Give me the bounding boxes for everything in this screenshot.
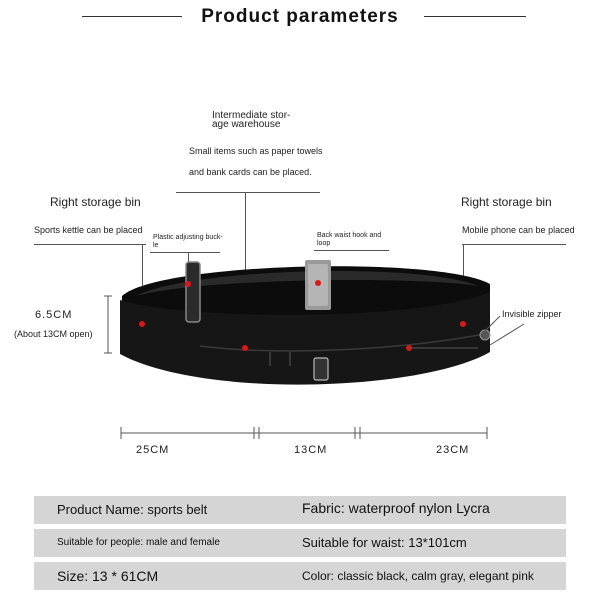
hook-label-1: Back waist hook and (317, 232, 382, 239)
left-bin-desc: Sports kettle can be placed (34, 225, 143, 235)
spec-color: Color: classic black, calm gray, elegant pink (302, 569, 534, 583)
width-left-label: 25CM (136, 444, 170, 456)
hook-label-2: loop (317, 240, 331, 247)
right-bin-title: Right storage bin (461, 195, 552, 209)
width-right-label: 23CM (436, 444, 470, 456)
intermediate-desc-2: and bank cards can be placed. (189, 167, 312, 177)
left-bin-title: Right storage bin (50, 195, 141, 209)
intermediate-title-2: age warehouse (212, 119, 281, 130)
page-title: Product parameters (201, 6, 399, 27)
intermediate-desc-1: Small items such as paper towels (189, 146, 323, 156)
buckle-label-1: Plastic adjusting buck- (153, 234, 223, 241)
spec-suitable-waist: Suitable for waist: 13*101cm (302, 535, 467, 550)
spec-size: Size: 13 * 61CM (57, 568, 159, 584)
intermediate-title-1: Intermediate stor- (212, 110, 291, 121)
width-mid-label: 13CM (294, 444, 328, 456)
spec-product-name: Product Name: sports belt (57, 502, 208, 517)
buckle-label-2: le (153, 242, 159, 249)
spec-fabric: Fabric: waterproof nylon Lycra (302, 500, 490, 516)
right-bin-desc: Mobile phone can be placed (462, 225, 575, 235)
spec-suitable-people: Suitable for people: male and female (57, 537, 220, 548)
height-dimension: 6.5CM (35, 309, 73, 321)
zipper-label: Invisible zipper (502, 309, 562, 319)
height-open-note: (About 13CM open) (14, 329, 93, 339)
